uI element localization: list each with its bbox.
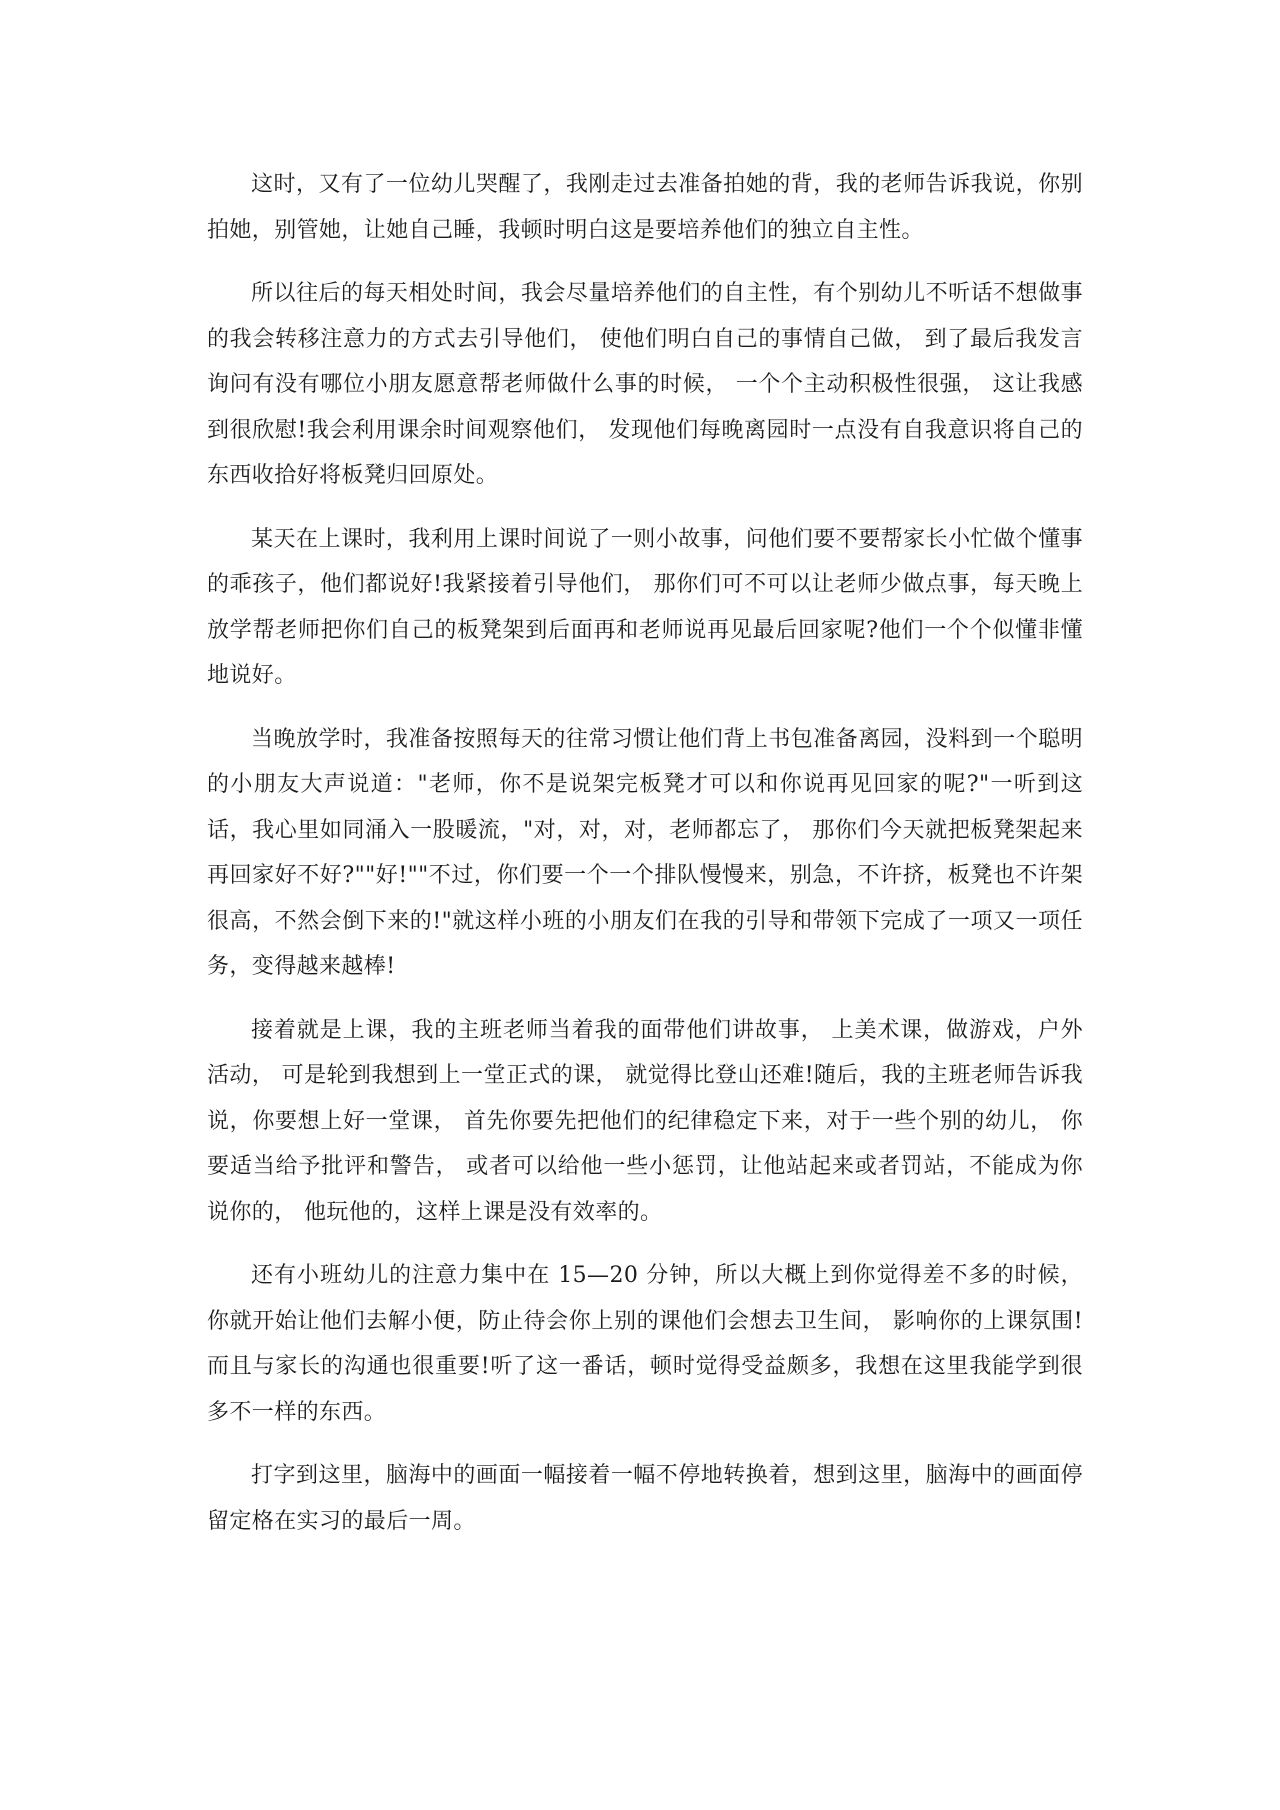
paragraph: 当晚放学时，我准备按照每天的往常习惯让他们背上书包准备离园，没料到一个聪明的小朋友大声说道："老师，你不是说架完板凳才可以和你说再见回家的呢?"一听到这话，我心里如同涌入一股暖流，"对，对，对，老师都忘了， 那你们今天就把板凳架起来再回家好不好?""好!""不过，你们要一个一个排队慢慢来，别急，不许挤，板凳也不许架很高，不然会倒下来的!"就这样小班的小朋友们在我的引导和带领下完成了一项又一项任务，变得越来越棒! (207, 726, 1083, 979)
paragraph: 这时，又有了一位幼儿哭醒了，我刚走过去准备拍她的背，我的老师告诉我说，你别拍她，别管她，让她自己睡，我顿时明白这是要培养他们的独立自主性。 (207, 172, 1083, 243)
paragraph: 某天在上课时，我利用上课时间说了一则小故事，问他们要不要帮家长小忙做个懂事的乖孩子，他们都说好!我紧接着引导他们， 那你们可不可以让老师少做点事，每天晚上放学帮老师把你们自己的板凳架到后面再和老师说再见最后回家呢?他们一个个似懂非懂地说好。 (207, 526, 1083, 688)
paragraph: 接着就是上课，我的主班老师当着我的面带他们讲故事， 上美术课，做游戏，户外活动， 可是轮到我想到上一堂正式的课， 就觉得比登山还难!随后，我的主班老师告诉我说，你要想上好一堂课， 首先你要先把他们的纪律稳定下来，对于一些个别的幼儿， 你要适当给予批评和警告， 或者可以给他一些小惩罚，让他站起来或者罚站，不能成为你说你的， 他玩他的，这样上课是没有效率的。 (207, 1017, 1083, 1225)
paragraph: 所以往后的每天相处时间，我会尽量培养他们的自主性，有个别幼儿不听话不想做事的我会转移注意力的方式去引导他们， 使他们明白自己的事情自己做， 到了最后我发言询问有没有哪位小朋友愿意帮老师做什么事的时候， 一个个主动积极性很强， 这让我感到很欣慰!我会利用课余时间观察他们， 发现他们每晚离园时一点没有自我意识将自己的东西收拾好将板凳归回原处。 (207, 281, 1083, 488)
paragraph: 打字到这里，脑海中的画面一幅接着一幅不停地转换着，想到这里，脑海中的画面停留定格在实习的最后一周。 (207, 1463, 1083, 1534)
paragraph: 还有小班幼儿的注意力集中在 15—20 分钟，所以大概上到你觉得差不多的时候， 你就开始让他们去解小便，防止待会你上别的课他们会想去卫生间， 影响你的上课氛围!而且与家长的沟通也很重要!听了这一番话，顿时觉得受益颇多，我想在这里我能学到很多不一样的东西。 (207, 1263, 1083, 1425)
document-body (207, 162, 1083, 1562)
